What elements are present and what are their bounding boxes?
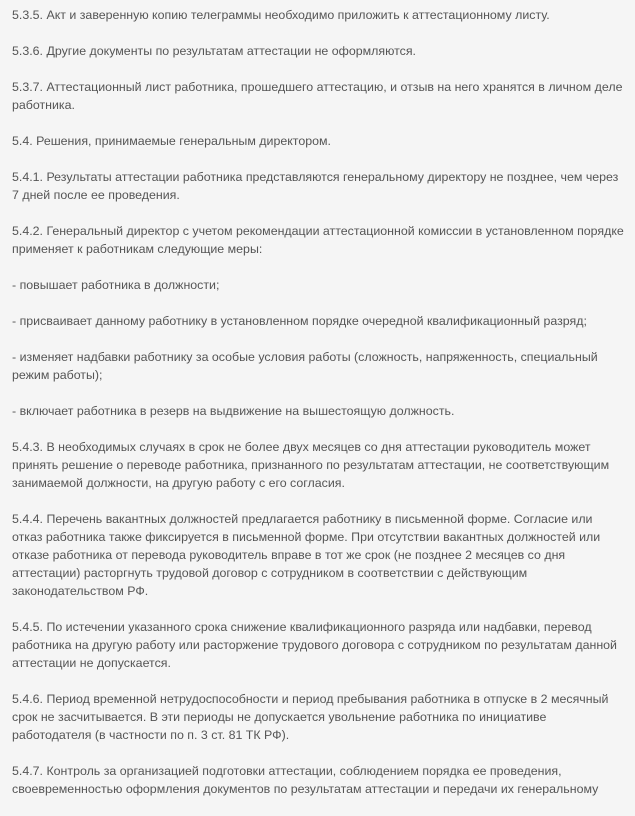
list-item-allowances: - изменяет надбавки работнику за особые условия работы (сложность, напряженность, специальный режим работы);	[12, 350, 598, 382]
paragraph-5-4-5: 5.4.5. По истечении указанного срока снижение квалификационного разряда или надбавки, перевод работника на другую работу или расторжение трудового договора с сотрудником по результатам данной аттестации не допускается.	[12, 620, 617, 670]
paragraph-5-4-7: 5.4.7. Контроль за организацией подготовки аттестации, соблюдением порядка ее проведения, своевременностью оформления документов по результатам аттестации и передачи их генеральному	[12, 764, 599, 796]
paragraph-5-4-3: 5.4.3. В необходимых случаях в срок не более двух месяцев со дня аттестации руководитель может принять решение о переводе работника, признанного по результатам аттестации, не соответствующим занимаемой должности, на другую работу с его согласия.	[12, 440, 610, 490]
paragraph-5-4-1: 5.4.1. Результаты аттестации работника представляются генеральному директору не позднее, чем через 7 дней после ее проведения.	[12, 170, 619, 202]
paragraph-5-3-5: 5.3.5. Акт и заверенную копию телеграммы необходимо приложить к аттестационному листу.	[12, 8, 550, 22]
list-item-reserve: - включает работника в резерв на выдвижение на вышестоящую должность.	[12, 404, 455, 418]
paragraph-5-4-2: 5.4.2. Генеральный директор с учетом рекомендации аттестационной комиссии в установленном порядке применяет к работникам следующие меры:	[12, 224, 624, 256]
list-item-qualification-grade: - присваивает данному работнику в установленном порядке очередной квалификационный разряд;	[12, 314, 587, 328]
paragraph-5-3-7: 5.3.7. Аттестационный лист работника, прошедшего аттестацию, и отзыв на него хранятся в личном деле работника.	[12, 80, 623, 112]
section-heading-5-4: 5.4. Решения, принимаемые генеральным директором.	[12, 134, 331, 148]
paragraph-5-4-4: 5.4.4. Перечень вакантных должностей предлагается работнику в письменной форме. Согласие или отказ работника также фиксируется в письменной форме. При отсутствии вакантных должностей или отказе работника от перевода руководитель вправе в тот же срок (не позднее 2 месяцев со дня аттестации) расторгнуть трудовой договор с сотрудником в соответствии с действующим законодательством РФ.	[12, 512, 601, 598]
list-item-promotion: - повышает работника в должности;	[12, 278, 220, 292]
document-body	[12, 6, 624, 816]
paragraph-5-3-6: 5.3.6. Другие документы по результатам аттестации не оформляются.	[12, 44, 416, 58]
paragraph-5-4-6: 5.4.6. Период временной нетрудоспособности и период пребывания работника в отпуске в 2 месячный срок не засчитывается. В эти периоды не допускается увольнение работника по инициативе работодателя (в частности по п. 3 ст. 81 ТК РФ).	[12, 692, 609, 742]
